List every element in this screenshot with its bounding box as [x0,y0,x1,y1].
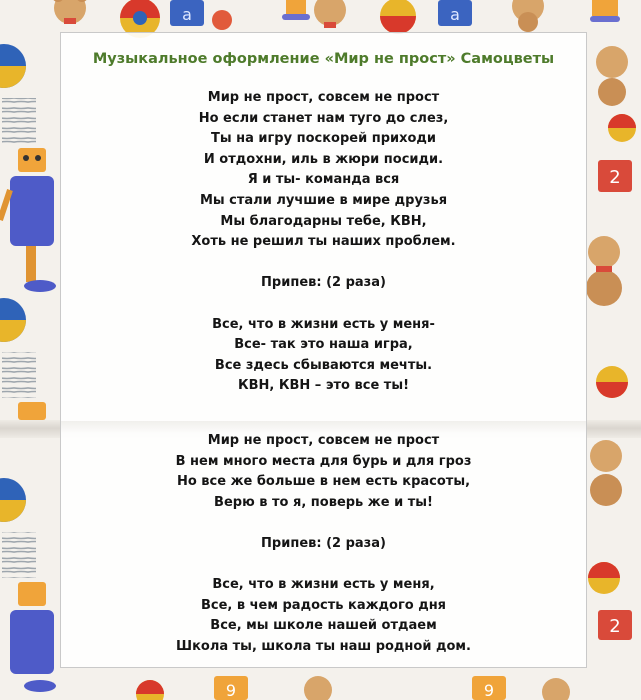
lyrics-card [60,32,587,668]
verse1-line: Мир не прост, совсем не прост [207,90,440,105]
svg-text:a: a [182,5,192,24]
svg-text:2: 2 [609,616,621,637]
robot-icon [590,0,620,22]
ball-icon [588,562,620,594]
svg-text:a: a [450,5,460,24]
spring-icon [2,532,36,578]
ball-icon [0,478,26,522]
teddy-bear-icon [512,0,544,32]
svg-text:9: 9 [225,681,237,700]
svg-text:9: 9 [483,681,495,700]
chorus2-line: Все, в чем радость каждого дня [200,597,447,613]
robot-icon [18,402,46,420]
teddy-bear-icon [596,46,628,106]
verse1-line: Хоть не решил ты наших проблем. [191,234,456,250]
ball-icon [596,366,628,398]
chorus-label: Припев: (2 раза) [261,275,386,291]
teddy-bear-icon [314,0,346,28]
verse2-line: В нем много места для бурь и для гроз [175,453,472,469]
teddy-bear-icon [52,0,88,24]
stanza-gap [61,253,586,274]
robot-icon [10,582,56,692]
ball-icon [212,10,232,30]
spring-icon [2,98,36,144]
verse1-line: Ты на игру поскорей приходи [210,131,437,147]
chorus1-line: КВН, КВН – это все ты! [237,378,410,394]
stanza-gap [61,555,586,576]
verse2-line: Верю в то я, поверь же и ты! [214,494,433,510]
verse2-line: Но все же больше в нем есть красоты, [176,474,471,490]
ball-icon [380,0,416,34]
ball-icon [608,114,636,142]
ball-icon [0,44,26,88]
lyrics-block-2 [61,431,586,658]
number-cube-icon [472,676,506,700]
stanza-gap [61,513,586,534]
verse1-line: Я и ты- команда вся [247,172,400,188]
teddy-bear-icon [586,236,622,306]
ball-icon [0,298,26,342]
letter-cube-icon [170,0,204,26]
verse1-line: Мы благодарны тебе, КВН, [220,213,427,229]
teddy-bear-icon [590,440,622,506]
chorus2-line: Все, мы школе нашей отдаем [210,618,437,634]
robot-icon [0,148,56,292]
document-title: Музыкальное оформление «Мир не прост» Самоцветы [92,51,555,67]
verse1-line: Но если станет нам туго до слез, [198,110,449,126]
number-cube-icon [214,676,248,700]
lyrics-block-1 [61,88,586,397]
chorus1-line: Все, что в жизни есть у меня- [212,316,435,332]
chorus-label: Припев: (2 раза) [261,535,386,551]
teddy-bear-icon [304,676,332,700]
chorus1-line: Все- так это наша игра, [234,337,413,353]
verse1-line: И отдохни, иль в жюри посиди. [203,151,444,167]
ball-icon [136,680,164,700]
teddy-bear-icon [542,678,570,700]
spring-icon [2,352,36,398]
number-cube-icon [598,160,632,192]
chorus2-line: Школа ты, школа ты наш родной дом. [176,638,471,654]
svg-text:2: 2 [609,167,621,188]
letter-cube-icon [438,0,472,26]
verse2-line: Мир не прост, совсем не прост [207,433,440,448]
stanza-gap [61,294,586,315]
robot-icon [282,0,310,20]
chorus1-line: Все здесь сбываются мечты. [214,357,433,373]
number-cube-icon [598,610,632,640]
verse1-line: Мы стали лучшие в мире друзья [199,192,448,208]
chorus2-line: Все, что в жизни есть у меня, [212,577,435,593]
